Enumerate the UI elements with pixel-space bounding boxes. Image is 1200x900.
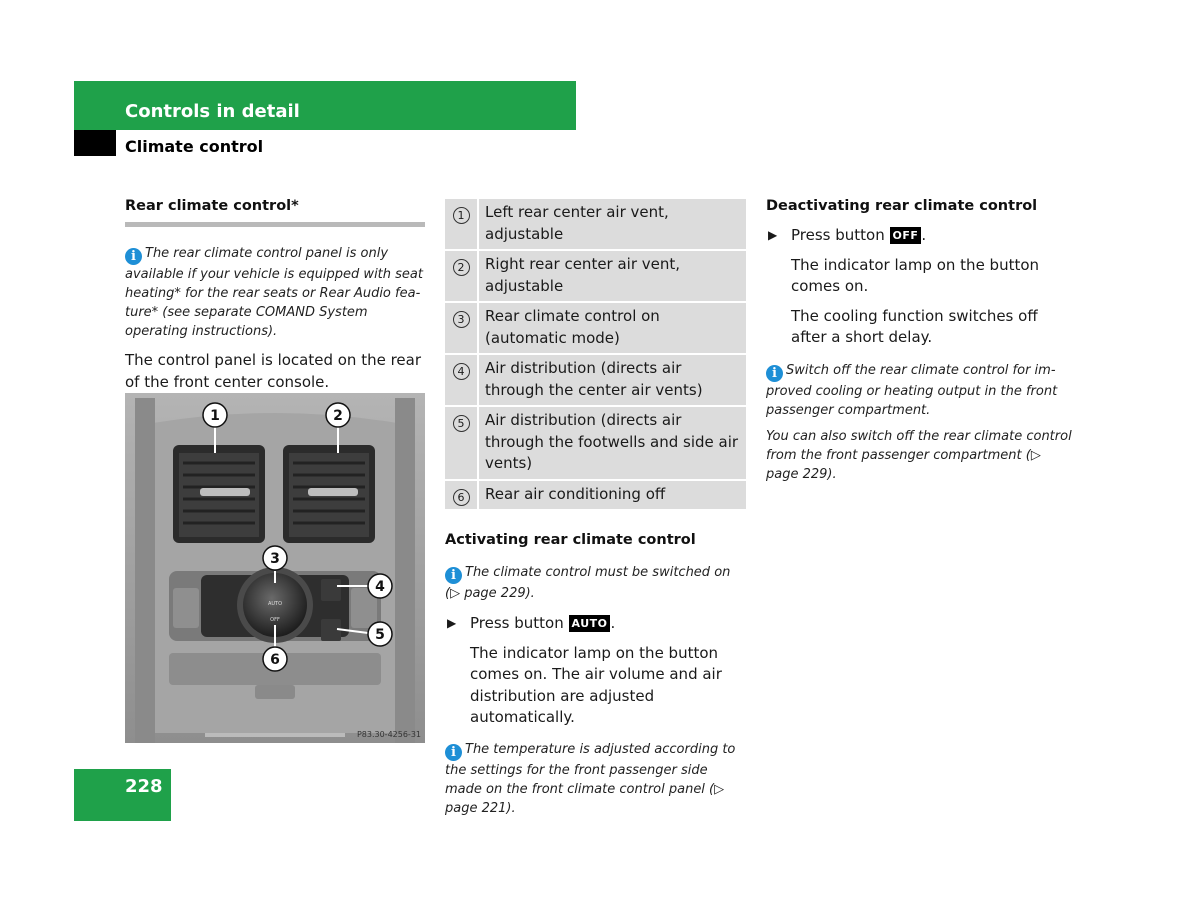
off-button-label: OFF — [890, 227, 922, 244]
deactivating-result-lamp: The indicator lamp on the button comes on. — [791, 255, 1040, 295]
info-icon: i — [445, 744, 462, 761]
legend-text: Air distribution (directs air through the footwells and side air vents) — [478, 406, 746, 480]
legend-row — [445, 354, 746, 406]
activating-result: The indicator lamp on the button comes on. The air volume and air distribution are adjusted automatically. — [470, 643, 722, 726]
body-panel-location: The control panel is located on the rear of the front center console. — [125, 351, 422, 391]
info-text: The climate control must be switched on (▷ page 229). — [445, 565, 731, 601]
column-left — [125, 197, 425, 393]
legend-number: 2 — [453, 259, 470, 276]
section-title: Climate control — [125, 137, 264, 156]
legend-text: Rear air conditioning off — [478, 480, 746, 511]
info-text: The temperature is adjusted according to the settings for the front passenger side made on the front climate control panel (▷ page 221). — [445, 741, 736, 816]
left-vent — [173, 445, 265, 543]
legend-text: Air distribution (directs air through the center air vents) — [478, 354, 746, 406]
heading-deactivating: Deactivating rear climate control — [766, 198, 1038, 214]
step-arrow-icon: ▶ — [768, 228, 778, 242]
heading-rule — [125, 222, 425, 227]
legend-row — [445, 406, 746, 480]
callout-6: 6 — [270, 652, 280, 668]
heading-activating: Activating rear climate control — [445, 532, 696, 548]
info-icon: i — [766, 365, 783, 382]
auto-button-label: AUTO — [569, 615, 611, 632]
step-arrow-icon: ▶ — [447, 616, 457, 630]
info-note-temperature — [445, 740, 746, 818]
heading-rear-climate: Rear climate control* — [125, 198, 299, 214]
legend-table — [445, 199, 746, 511]
legend-row — [445, 199, 746, 250]
photo-code: P83.30-4256-31 — [356, 730, 421, 739]
knob-auto-label: AUTO — [267, 601, 283, 607]
right-vent — [283, 445, 375, 543]
info-note-front-compartment: You can also switch off the rear climate control from the front passenger compartment (▷ page 229). — [766, 428, 1072, 482]
step-press-off — [766, 225, 1076, 247]
info-note-switched-on — [445, 563, 746, 603]
knob-off-label: OFF — [270, 617, 280, 623]
column-middle — [445, 199, 746, 818]
step-text: Press button — [791, 226, 885, 244]
callout-2: 2 — [333, 408, 343, 424]
control-panel-photo — [125, 393, 425, 743]
legend-number: 6 — [453, 489, 470, 506]
callout-5: 5 — [375, 627, 385, 643]
info-text: The rear climate control panel is only available if your vehicle is equipped with seat heating* for the rear seats or Rear Audio feature* (see separate COMAND System operating instructions). — [125, 246, 423, 339]
info-icon: i — [445, 567, 462, 584]
legend-number: 1 — [453, 207, 470, 224]
header-black-tab — [74, 130, 116, 156]
legend-text: Rear climate control on (automatic mode) — [478, 302, 746, 354]
callout-4: 4 — [375, 579, 385, 595]
callout-1: 1 — [210, 408, 220, 424]
chapter-title: Controls in detail — [125, 101, 300, 122]
info-note-availability — [125, 244, 425, 341]
legend-text: Left rear center air vent, adjustable — [478, 199, 746, 250]
info-text: Switch off the rear climate control for improved cooling or heating output in the front passenger compartment. — [766, 362, 1058, 418]
legend-number: 5 — [453, 415, 470, 432]
info-note-switch-off — [766, 361, 1076, 420]
legend-row — [445, 302, 746, 354]
page-number: 228 — [125, 776, 163, 797]
step-suffix: . — [921, 226, 927, 244]
legend-row — [445, 480, 746, 511]
step-press-auto — [445, 613, 746, 635]
callout-3: 3 — [270, 551, 280, 567]
step-suffix: . — [610, 614, 616, 632]
legend-number: 3 — [453, 311, 470, 328]
legend-number: 4 — [453, 363, 470, 380]
deactivating-result-cooling: The cooling function switches off after a short delay. — [791, 306, 1038, 346]
legend-text: Right rear center air vent, adjustable — [478, 250, 746, 302]
column-right — [766, 197, 1076, 484]
legend-row — [445, 250, 746, 302]
info-icon: i — [125, 248, 142, 265]
step-text: Press button — [470, 614, 564, 632]
